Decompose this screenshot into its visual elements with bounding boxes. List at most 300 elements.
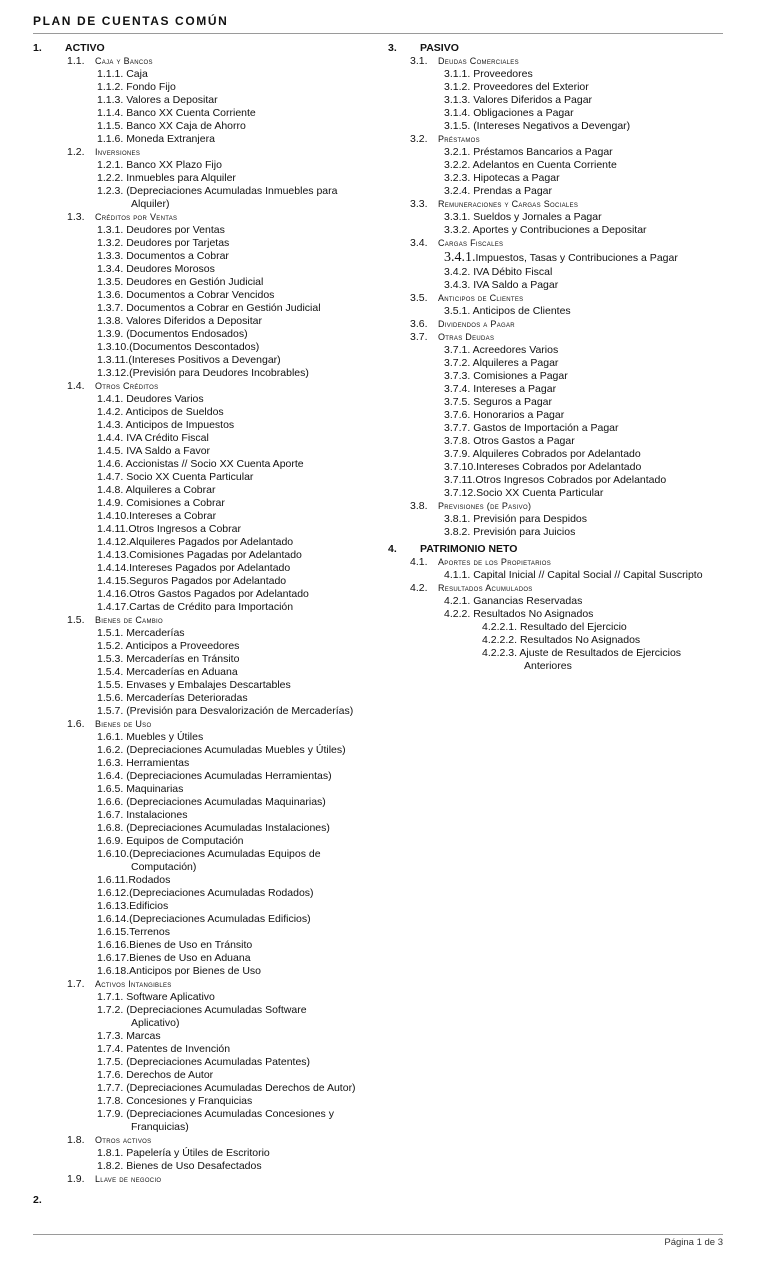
item-text: 1.7.8. Concesiones y Franquicias bbox=[97, 1095, 253, 1107]
item-text: 1.6.4. (Depreciaciones Acumuladas Herramientas) bbox=[97, 770, 332, 782]
account-item bbox=[33, 679, 388, 692]
item-text: 1.5.1. Mercaderías bbox=[97, 627, 185, 639]
item-text: Otras Deudas bbox=[438, 332, 495, 342]
account-item bbox=[33, 1082, 388, 1095]
account-item bbox=[388, 409, 728, 422]
item-text: Anteriores bbox=[524, 660, 572, 672]
account-item bbox=[33, 367, 388, 380]
item-text: 3.7.12.Socio XX Cuenta Particular bbox=[444, 487, 604, 499]
account-item bbox=[33, 419, 388, 432]
item-number: 4.2. bbox=[410, 582, 428, 594]
account-group bbox=[388, 55, 728, 68]
account-item bbox=[33, 757, 388, 770]
account-item bbox=[388, 120, 728, 133]
account-item bbox=[33, 289, 388, 302]
item-text: 1.3.5. Deudores en Gestión Judicial bbox=[97, 276, 264, 288]
account-item bbox=[33, 458, 388, 471]
account-item bbox=[33, 445, 388, 458]
account-item bbox=[388, 608, 728, 621]
item-text: 1.3.4. Deudores Morosos bbox=[97, 263, 215, 275]
account-item bbox=[388, 448, 728, 461]
account-group bbox=[33, 614, 388, 627]
account-item bbox=[33, 315, 388, 328]
item-text: 3.1.4. Obligaciones a Pagar bbox=[444, 107, 574, 119]
item-text: 1.6.13.Edificios bbox=[97, 900, 169, 912]
item-text: Otros Créditos bbox=[95, 381, 159, 391]
item-text: Dividendos a Pagar bbox=[438, 319, 515, 329]
item-text: 1.4.11.Otros Ingresos a Cobrar bbox=[97, 523, 241, 535]
item-text: 1.5.6. Mercaderías Deterioradas bbox=[97, 692, 248, 704]
item-text: 3.7.8. Otros Gastos a Pagar bbox=[444, 435, 575, 447]
item-number: 1.7. bbox=[67, 978, 85, 990]
account-group bbox=[33, 146, 388, 159]
item-text: 1.1.3. Valores a Depositar bbox=[97, 94, 218, 106]
right-column bbox=[388, 42, 728, 673]
item-text: 3.1.1. Proveedores bbox=[444, 68, 533, 80]
item-text: 1.4.10.Intereses a Cobrar bbox=[97, 510, 217, 522]
account-group bbox=[388, 133, 728, 146]
item-text: 1.4.14.Intereses Pagados por Adelantado bbox=[97, 562, 291, 574]
item-text: 1.4.13.Comisiones Pagadas por Adelantado bbox=[97, 549, 302, 561]
account-item bbox=[33, 263, 388, 276]
item-text: 1.1.1. Caja bbox=[97, 68, 148, 80]
item-text: 4.2.2.1. Resultado del Ejercicio bbox=[482, 621, 627, 633]
item-text: Previsiones (de Pasivo) bbox=[438, 501, 532, 511]
account-item bbox=[33, 796, 388, 809]
item-text: 3.8.1. Previsión para Despidos bbox=[444, 513, 587, 525]
item-text: 1.7.5. (Depreciaciones Acumuladas Patentes) bbox=[97, 1056, 311, 1068]
page-number: Página 1 de 3 bbox=[664, 1237, 723, 1248]
item-text: 1.3.1. Deudores por Ventas bbox=[97, 224, 225, 236]
account-item bbox=[33, 705, 388, 718]
account-item bbox=[33, 484, 388, 497]
item-text: ACTIVO bbox=[65, 42, 105, 54]
item-text: Préstamos bbox=[438, 134, 480, 144]
item-text: 3.5.1. Anticipos de Clientes bbox=[444, 305, 571, 317]
item-number: 2. bbox=[33, 1194, 42, 1206]
item-number: 1.2. bbox=[67, 146, 85, 158]
item-number: 3. bbox=[388, 42, 397, 54]
account-item bbox=[388, 344, 728, 357]
left-column bbox=[33, 42, 388, 1206]
item-text: 1.6.16.Bienes de Uso en Tránsito bbox=[97, 939, 253, 951]
item-text: Anticipos de Clientes bbox=[438, 293, 524, 303]
item-text: 1.3.10.(Documentos Descontados) bbox=[97, 341, 260, 353]
item-text: Llave de negocio bbox=[95, 1174, 162, 1184]
account-item bbox=[388, 305, 728, 318]
account-item bbox=[33, 523, 388, 536]
item-label: Impuestos, Tasas y Contribuciones a Pagar bbox=[475, 252, 678, 264]
item-text: 1.4.16.Otros Gastos Pagados por Adelantado bbox=[97, 588, 309, 600]
item-text: 1.4.15.Seguros Pagados por Adelantado bbox=[97, 575, 287, 587]
account-item bbox=[388, 357, 728, 370]
item-text: 3.2.3. Hipotecas a Pagar bbox=[444, 172, 560, 184]
item-text: 1.4.12.Alquileres Pagados por Adelantado bbox=[97, 536, 294, 548]
item-text: 1.3.8. Valores Diferidos a Depositar bbox=[97, 315, 262, 327]
account-item bbox=[388, 383, 728, 396]
footer-divider bbox=[33, 1234, 723, 1235]
item-text: 3.8.2. Previsión para Juicios bbox=[444, 526, 576, 538]
item-text: 1.1.5. Banco XX Caja de Ahorro bbox=[97, 120, 246, 132]
account-item bbox=[388, 224, 728, 237]
item-number: 1.4. bbox=[67, 380, 85, 392]
item-text: 4.2.2. Resultados No Asignados bbox=[444, 608, 594, 620]
account-item bbox=[33, 224, 388, 237]
account-item bbox=[33, 549, 388, 562]
account-item bbox=[33, 341, 388, 354]
item-number: 3.7. bbox=[410, 331, 428, 343]
item-text: 3.7.4. Intereses a Pagar bbox=[444, 383, 557, 395]
account-item bbox=[388, 68, 728, 81]
account-item bbox=[33, 354, 388, 367]
account-item bbox=[33, 575, 388, 588]
item-text: Otros activos bbox=[95, 1135, 152, 1145]
page-title: PLAN DE CUENTAS COMÚN bbox=[33, 14, 229, 28]
item-number: 3.1. bbox=[410, 55, 428, 67]
account-item bbox=[388, 461, 728, 474]
item-text: 1.5.4. Mercaderías en Aduana bbox=[97, 666, 238, 678]
account-item bbox=[33, 497, 388, 510]
item-text: 3.7.7. Gastos de Importación a Pagar bbox=[444, 422, 619, 434]
item-text: Bienes de Uso bbox=[95, 719, 152, 729]
item-text: 1.6.10.(Depreciaciones Acumuladas Equipos de bbox=[97, 848, 321, 860]
account-item bbox=[33, 94, 388, 107]
item-text: 1.2.2. Inmuebles para Alquiler bbox=[97, 172, 236, 184]
item-number: 1.3. bbox=[67, 211, 85, 223]
account-item bbox=[33, 536, 388, 549]
account-item bbox=[33, 1030, 388, 1043]
account-item bbox=[33, 783, 388, 796]
item-text: PASIVO bbox=[420, 42, 459, 54]
account-item bbox=[33, 81, 388, 94]
item-text: Cargas Fiscales bbox=[438, 238, 504, 248]
item-text: 1.6.5. Maquinarias bbox=[97, 783, 184, 795]
item-text: 1.1.6. Moneda Extranjera bbox=[97, 133, 215, 145]
account-item bbox=[33, 328, 388, 341]
item-text: 1.6.18.Anticipos por Bienes de Uso bbox=[97, 965, 262, 977]
item-number: 3.3. bbox=[410, 198, 428, 210]
account-item bbox=[33, 276, 388, 289]
account-item bbox=[33, 861, 388, 874]
item-number: 3.6. bbox=[410, 318, 428, 330]
item-text: Activos Intangibles bbox=[95, 979, 172, 989]
account-group bbox=[33, 211, 388, 224]
item-number: 1.8. bbox=[67, 1134, 85, 1146]
account-item bbox=[33, 237, 388, 250]
item-text: 1.4.5. IVA Saldo a Favor bbox=[97, 445, 211, 457]
section-heading bbox=[388, 42, 728, 55]
account-item bbox=[33, 1095, 388, 1108]
item-text: Bienes de Cambio bbox=[95, 615, 163, 625]
item-text: Créditos por Ventas bbox=[95, 212, 178, 222]
account-item bbox=[33, 731, 388, 744]
account-item bbox=[33, 848, 388, 861]
account-group bbox=[33, 1134, 388, 1147]
item-text: 1.6.2. (Depreciaciones Acumuladas Muebles y Útiles) bbox=[97, 744, 346, 756]
item-text: 1.8.2. Bienes de Uso Desafectados bbox=[97, 1160, 262, 1172]
account-item bbox=[388, 81, 728, 94]
account-item bbox=[33, 588, 388, 601]
item-text: 1.7.6. Derechos de Autor bbox=[97, 1069, 214, 1081]
item-text: 3.7.2. Alquileres a Pagar bbox=[444, 357, 559, 369]
item-text: 1.6.14.(Depreciaciones Acumuladas Edificios) bbox=[97, 913, 311, 925]
item-number: 3.4.1. bbox=[444, 250, 476, 265]
account-item bbox=[33, 666, 388, 679]
account-item bbox=[388, 474, 728, 487]
item-text: 4.2.1. Ganancias Reservadas bbox=[444, 595, 583, 607]
account-item bbox=[388, 94, 728, 107]
account-item bbox=[33, 250, 388, 263]
account-item bbox=[388, 211, 728, 224]
item-text: 1.4.9. Comisiones a Cobrar bbox=[97, 497, 225, 509]
item-text: 3.4.2. IVA Débito Fiscal bbox=[444, 266, 553, 278]
account-group bbox=[33, 380, 388, 393]
item-text: 4.2.2.2. Resultados No Asignados bbox=[482, 634, 641, 646]
account-group bbox=[388, 237, 728, 250]
item-text: 1.7.1. Software Aplicativo bbox=[97, 991, 215, 1003]
item-text: 1.5.7. (Previsión para Desvalorización de Mercaderías) bbox=[97, 705, 354, 717]
account-group bbox=[388, 292, 728, 305]
item-text: 1.7.2. (Depreciaciones Acumuladas Software bbox=[97, 1004, 307, 1016]
account-item bbox=[33, 913, 388, 926]
header-divider bbox=[33, 33, 723, 34]
account-item bbox=[33, 159, 388, 172]
section-heading bbox=[33, 42, 388, 55]
item-text: 1.6.1. Muebles y Útiles bbox=[97, 731, 204, 743]
account-group bbox=[388, 582, 728, 595]
account-item bbox=[388, 595, 728, 608]
item-text: 3.1.3. Valores Diferidos a Pagar bbox=[444, 94, 593, 106]
item-text: Aplicativo) bbox=[131, 1017, 180, 1029]
account-item bbox=[388, 660, 728, 673]
account-item bbox=[33, 120, 388, 133]
account-item bbox=[33, 874, 388, 887]
item-text: 1.1.2. Fondo Fijo bbox=[97, 81, 176, 93]
account-item bbox=[388, 435, 728, 448]
item-text: 1.6.6. (Depreciaciones Acumuladas Maquinarias) bbox=[97, 796, 326, 808]
account-group bbox=[33, 978, 388, 991]
account-group bbox=[388, 198, 728, 211]
account-item bbox=[33, 991, 388, 1004]
item-text: Computación) bbox=[131, 861, 197, 873]
item-text: 3.1.2. Proveedores del Exterior bbox=[444, 81, 589, 93]
account-item bbox=[388, 146, 728, 159]
account-item bbox=[33, 510, 388, 523]
item-text: 1.6.3. Herramientas bbox=[97, 757, 190, 769]
account-item bbox=[33, 809, 388, 822]
item-text: 3.7.11.Otros Ingresos Cobrados por Adelantado bbox=[444, 474, 667, 486]
section-heading bbox=[388, 543, 728, 556]
item-text: 1.6.8. (Depreciaciones Acumuladas Instalaciones) bbox=[97, 822, 330, 834]
account-item bbox=[388, 279, 728, 292]
account-item bbox=[388, 185, 728, 198]
account-item bbox=[388, 487, 728, 500]
account-item bbox=[388, 396, 728, 409]
item-text: Inversiones bbox=[95, 147, 141, 157]
account-item bbox=[33, 393, 388, 406]
account-item bbox=[33, 107, 388, 120]
item-number: 3.2. bbox=[410, 133, 428, 145]
account-item bbox=[33, 1004, 388, 1017]
item-text: Aportes de los Propietarios bbox=[438, 557, 552, 567]
account-item bbox=[33, 822, 388, 835]
item-text: 1.5.3. Mercaderías en Tránsito bbox=[97, 653, 240, 665]
account-item bbox=[33, 744, 388, 757]
item-text: 3.7.1. Acreedores Varios bbox=[444, 344, 559, 356]
account-item bbox=[33, 692, 388, 705]
account-item bbox=[33, 939, 388, 952]
item-text: 3.2.2. Adelantos en Cuenta Corriente bbox=[444, 159, 617, 171]
item-text: 1.4.3. Anticipos de Impuestos bbox=[97, 419, 235, 431]
item-text: 1.6.12.(Depreciaciones Acumuladas Rodados) bbox=[97, 887, 314, 899]
item-text: PATRIMONIO NETO bbox=[420, 543, 518, 555]
item-text: 1.1.4. Banco XX Cuenta Corriente bbox=[97, 107, 256, 119]
item-text: 1.3.6. Documentos a Cobrar Vencidos bbox=[97, 289, 275, 301]
account-item bbox=[33, 887, 388, 900]
account-item bbox=[33, 640, 388, 653]
item-text: 1.4.1. Deudores Varios bbox=[97, 393, 204, 405]
account-item bbox=[33, 1043, 388, 1056]
account-item bbox=[33, 198, 388, 211]
account-item bbox=[33, 432, 388, 445]
item-text: 1.6.15.Terrenos bbox=[97, 926, 170, 938]
item-text bbox=[388, 250, 728, 266]
item-number: 1.5. bbox=[67, 614, 85, 626]
item-text: 1.4.6. Accionistas // Socio XX Cuenta Aporte bbox=[97, 458, 304, 470]
item-text: 1.3.2. Deudores por Tarjetas bbox=[97, 237, 230, 249]
account-item bbox=[388, 107, 728, 120]
account-item bbox=[33, 900, 388, 913]
account-item bbox=[33, 770, 388, 783]
item-number: 4.1. bbox=[410, 556, 428, 568]
account-item bbox=[388, 569, 728, 582]
item-number: 1.9. bbox=[67, 1173, 85, 1185]
account-item bbox=[33, 1147, 388, 1160]
account-group bbox=[388, 331, 728, 344]
account-item bbox=[388, 647, 728, 660]
item-number: 1. bbox=[33, 42, 42, 54]
account-item bbox=[33, 1160, 388, 1173]
account-item bbox=[33, 302, 388, 315]
account-item bbox=[388, 634, 728, 647]
item-text: 1.4.8. Alquileres a Cobrar bbox=[97, 484, 216, 496]
account-item bbox=[33, 471, 388, 484]
item-number: 1.1. bbox=[67, 55, 85, 67]
account-item bbox=[33, 835, 388, 848]
account-item bbox=[33, 68, 388, 81]
account-item bbox=[33, 601, 388, 614]
item-number: 3.4. bbox=[410, 237, 428, 249]
account-item bbox=[388, 159, 728, 172]
item-number: 3.8. bbox=[410, 500, 428, 512]
account-item bbox=[33, 133, 388, 146]
item-text: 1.8.1. Papelería y Útiles de Escritorio bbox=[97, 1147, 270, 1159]
account-group bbox=[388, 500, 728, 513]
item-text: 3.2.1. Préstamos Bancarios a Pagar bbox=[444, 146, 613, 158]
item-text: 1.6.17.Bienes de Uso en Aduana bbox=[97, 952, 251, 964]
account-item bbox=[388, 370, 728, 383]
item-text: 3.7.6. Honorarios a Pagar bbox=[444, 409, 565, 421]
account-item bbox=[33, 406, 388, 419]
account-item bbox=[33, 952, 388, 965]
item-text: 1.7.3. Marcas bbox=[97, 1030, 161, 1042]
item-text: 1.4.17.Cartas de Crédito para Importación bbox=[97, 601, 294, 613]
item-text: 1.3.7. Documentos a Cobrar en Gestión Judicial bbox=[97, 302, 321, 314]
item-text: Remuneraciones y Cargas Sociales bbox=[438, 199, 579, 209]
item-text: 1.2.3. (Depreciaciones Acumuladas Inmuebles para bbox=[97, 185, 338, 197]
account-item bbox=[33, 1056, 388, 1069]
item-text: 3.3.2. Aportes y Contribuciones a Depositar bbox=[444, 224, 647, 236]
item-text: 1.3.9. (Documentos Endosados) bbox=[97, 328, 248, 340]
item-text: 1.5.5. Envases y Embalajes Descartables bbox=[97, 679, 291, 691]
item-text: 1.3.12.(Previsión para Deudores Incobrables) bbox=[97, 367, 309, 379]
item-text: 1.6.7. Instalaciones bbox=[97, 809, 188, 821]
item-text: 1.3.11.(Intereses Positivos a Devengar) bbox=[97, 354, 281, 366]
item-text: Caja y Bancos bbox=[95, 56, 153, 66]
item-text: 3.7.5. Seguros a Pagar bbox=[444, 396, 552, 408]
item-text: 3.7.10.Intereses Cobrados por Adelantado bbox=[444, 461, 642, 473]
account-item bbox=[33, 1121, 388, 1134]
item-text: 1.2.1. Banco XX Plazo Fijo bbox=[97, 159, 222, 171]
account-item bbox=[388, 621, 728, 634]
item-text: Resultados Acumulados bbox=[438, 583, 533, 593]
account-item bbox=[33, 627, 388, 640]
account-group bbox=[388, 556, 728, 569]
item-text: 1.4.4. IVA Crédito Fiscal bbox=[97, 432, 209, 444]
item-text: 1.7.7. (Depreciaciones Acumuladas Derechos de Autor) bbox=[97, 1082, 356, 1094]
item-text: 1.7.9. (Depreciaciones Acumuladas Concesiones y bbox=[97, 1108, 334, 1120]
account-item bbox=[33, 653, 388, 666]
account-item bbox=[388, 526, 728, 539]
item-number: 1.6. bbox=[67, 718, 85, 730]
item-number: 4. bbox=[388, 543, 397, 555]
account-item bbox=[388, 266, 728, 279]
item-text: 1.3.3. Documentos a Cobrar bbox=[97, 250, 229, 262]
account-item bbox=[33, 965, 388, 978]
item-text: 3.7.3. Comisiones a Pagar bbox=[444, 370, 568, 382]
account-item bbox=[33, 172, 388, 185]
item-text: 1.6.9. Equipos de Computación bbox=[97, 835, 244, 847]
account-group bbox=[33, 55, 388, 68]
item-number: 3.5. bbox=[410, 292, 428, 304]
account-item bbox=[388, 513, 728, 526]
account-item bbox=[33, 1069, 388, 1082]
item-text: 4.1.1. Capital Inicial // Capital Social // Capital Suscripto bbox=[444, 569, 703, 581]
item-text: Alquiler) bbox=[131, 198, 170, 210]
account-item bbox=[388, 172, 728, 185]
item-text: 1.4.7. Socio XX Cuenta Particular bbox=[97, 471, 254, 483]
item-text: 1.4.2. Anticipos de Sueldos bbox=[97, 406, 224, 418]
account-group bbox=[33, 1173, 388, 1186]
account-group bbox=[388, 318, 728, 331]
item-text: 3.3.1. Sueldos y Jornales a Pagar bbox=[444, 211, 602, 223]
account-group bbox=[33, 718, 388, 731]
account-item bbox=[33, 185, 388, 198]
item-text: 3.4.3. IVA Saldo a Pagar bbox=[444, 279, 559, 291]
item-text: Franquicias) bbox=[131, 1121, 189, 1133]
item-text: 1.6.11.Rodados bbox=[97, 874, 171, 886]
account-item bbox=[33, 1017, 388, 1030]
item-text: 1.7.4. Patentes de Invención bbox=[97, 1043, 231, 1055]
account-item bbox=[33, 1108, 388, 1121]
item-text: 1.5.2. Anticipos a Proveedores bbox=[97, 640, 240, 652]
account-item bbox=[33, 562, 388, 575]
account-item bbox=[388, 422, 728, 435]
item-text: Deudas Comerciales bbox=[438, 56, 519, 66]
account-item bbox=[388, 250, 728, 266]
item-text: 3.7.9. Alquileres Cobrados por Adelantado bbox=[444, 448, 641, 460]
item-text: 4.2.2.3. Ajuste de Resultados de Ejercicios bbox=[482, 647, 682, 659]
